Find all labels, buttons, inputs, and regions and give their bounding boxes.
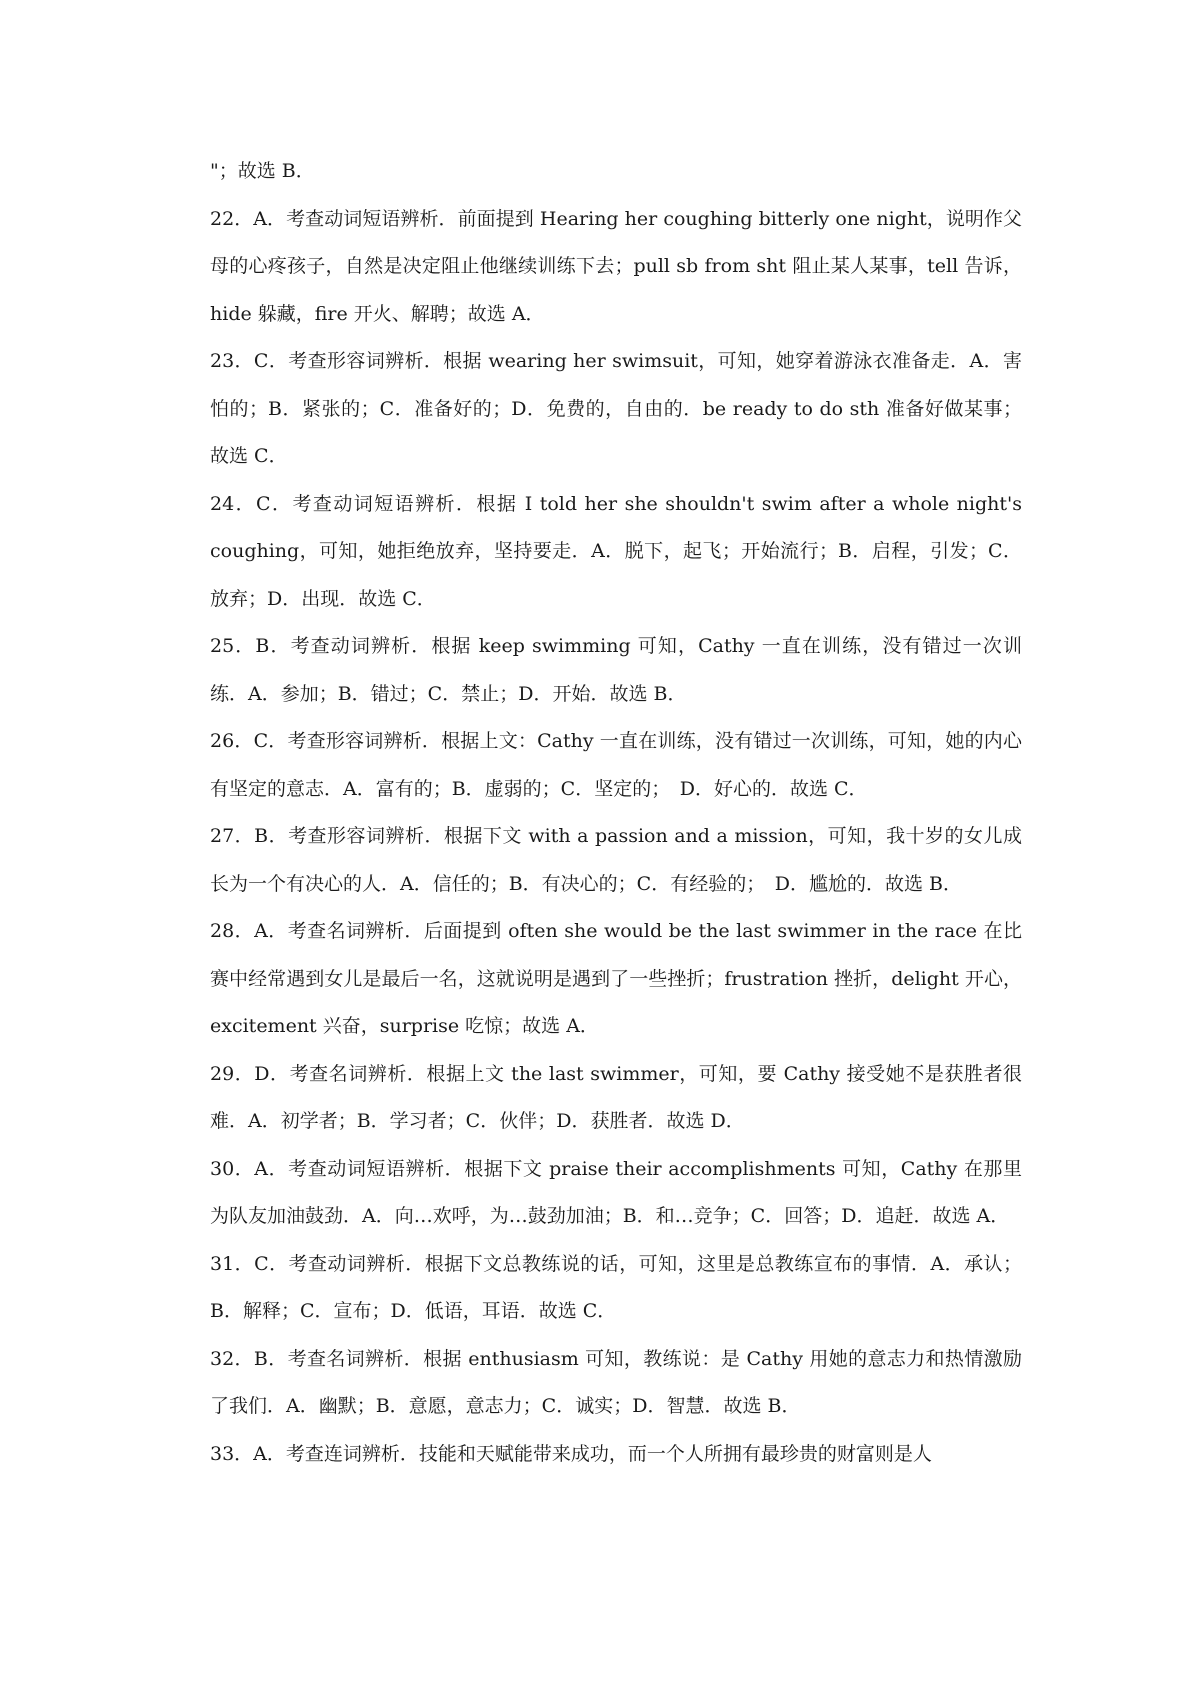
paragraph-q28: 28．A．考查名词辨析．后面提到 often she would be the last swimmer in the race 在比赛中经常遇到女儿是最后一名，这就说明是遇到了一些挫折；frustration 挫折，delight 开心，excitement 兴奋，surprise 吃惊；故选 A．: [210, 920, 1022, 1037]
paragraph-q32: 32．B．考查名词辨析．根据 enthusiasm 可知，教练说：是 Cathy 用她的意志力和热情激励了我们．A．幽默；B．意愿，意志力；C．诚实；D．智慧．故选 B．: [210, 1347, 1022, 1417]
paragraph-q22: 22．A．考查动词短语辨析．前面提到 Hearing her coughing bitterly one night，说明作父母的心疼孩子，自然是决定阻止他继续训练下去；pull sb from sht 阻止某人某事，tell 告诉，hide 躲藏，fire 开火、解聘；故选 A．: [210, 207, 1022, 325]
paragraph-q23: 23．C．考查形容词辨析．根据 wearing her swimsuit，可知，她穿着游泳衣准备走．A．害怕的；B．紧张的；C．准备好的；D．免费的，自由的．be ready to do sth 准备好做某事；故选 C．: [210, 350, 1022, 467]
paragraph-q31: 31．C．考查动词辨析．根据下文总教练说的话，可知，这里是总教练宣布的事情．A．承认；B．解释；C．宣布；D．低语，耳语．故选 C．: [210, 1252, 1022, 1322]
paragraph-q30: 30．A．考查动词短语辨析．根据下文 praise their accomplishments 可知，Cathy 在那里为队友加油鼓劲．A．向…欢呼，为…鼓劲加油；B．和…竞争；C．回答；D．追赶．故选 A．: [210, 1157, 1022, 1227]
paragraph-q29: 29．D．考查名词辨析．根据上文 the last swimmer，可知，要 Cathy 接受她不是获胜者很难．A．初学者；B．学习者；C．伙伴；D．获胜者．故选 D．: [210, 1062, 1022, 1132]
paragraph-continuation: "；故选 B．: [210, 160, 315, 182]
paragraph-q27: 27．B．考查形容词辨析．根据下文 with a passion and a mission，可知，我十岁的女儿成长为一个有决心的人．A．信任的；B．有决心的；C．有经验的； D．尴尬的．故选 B．: [210, 825, 1022, 895]
paragraph-q26: 26．C．考查形容词辨析．根据上文：Cathy 一直在训练，没有错过一次训练，可知，她的内心有坚定的意志．A．富有的；B．虚弱的；C．坚定的； D．好心的．故选 C．: [210, 730, 1022, 800]
answer-explanations: [210, 148, 1022, 1478]
paragraph-q33: 33．A．考查连词辨析．技能和天赋能带来成功，而一个人所拥有最珍贵的财富则是人: [210, 1442, 932, 1465]
paragraph-q24: 24．C．考查动词短语辨析．根据 I told her she shouldn't swim after a whole night's coughing，可知，她拒绝放弃，坚持要走．A．脱下，起飞；开始流行；B．启程，引发；C．放弃；D．出现．故选 C．: [210, 492, 1022, 610]
paragraph-q25: 25．B．考查动词辨析．根据 keep swimming 可知，Cathy 一直在训练，没有错过一次训练．A．参加；B．错过；C．禁止；D．开始．故选 B．: [210, 635, 1022, 705]
